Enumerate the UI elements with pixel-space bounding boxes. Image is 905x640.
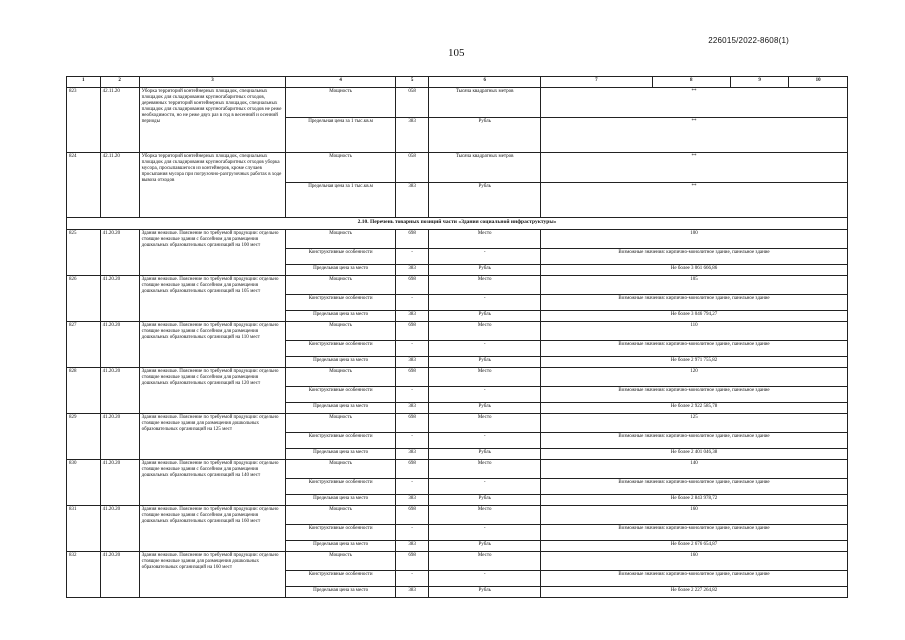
characteristic-name: Мощность	[286, 552, 395, 571]
okei-code: 383	[395, 118, 429, 153]
item-description: Здания нежилые. Пояснение по требуемой продукции: отдельно стоящие нежилые здания с бассейном для размещения дошкольных образовательных организаций на 110 мест	[139, 322, 286, 368]
characteristic-value: 125	[541, 414, 848, 433]
characteristic-value: 160	[541, 552, 848, 571]
characteristic-name: Мощность	[286, 506, 395, 525]
characteristic-name: Предельная цена за место	[286, 587, 395, 598]
table-row	[67, 414, 848, 433]
okpd-code: 41.20.20	[100, 230, 139, 276]
okpd-code: 42.11.20	[100, 153, 139, 218]
item-description: Здания нежилые. Пояснение по требуемой продукции: отдельно стоящие нежилые здания с бассейном для размещения дошкольных образовательных организаций на 100 мест	[139, 230, 286, 276]
column-header-row	[67, 77, 848, 88]
column-header: 1	[67, 77, 101, 88]
row-number: 832	[67, 552, 101, 598]
unit-name: Рубль	[429, 357, 541, 368]
characteristic-value: Не более 2 843 978,72	[541, 495, 848, 506]
characteristic-name: Предельная цена за место	[286, 495, 395, 506]
unit-name: Рубль	[429, 265, 541, 276]
unit-name: Место	[429, 552, 541, 571]
characteristic-value: Возможные значения: кирпично-монолитное здание, панельное здание	[541, 479, 848, 495]
item-description: Здания нежилые. Пояснение по требуемой продукции: отдельно стоящие нежилые здания с бассейном для размещения дошкольных образовательных организаций на 105 мест	[139, 276, 286, 322]
characteristic-value: 140	[541, 460, 848, 479]
okei-code: -	[395, 479, 429, 495]
characteristic-name: Мощность	[286, 230, 395, 249]
okei-code: 698	[395, 368, 429, 387]
okei-code: 698	[395, 552, 429, 571]
okei-code: 698	[395, 230, 429, 249]
characteristic-value: **	[541, 88, 848, 118]
okpd-code: 42.11.20	[100, 88, 139, 153]
characteristic-value: 110	[541, 322, 848, 341]
characteristic-value: **	[541, 153, 848, 183]
row-number: 828	[67, 368, 101, 414]
unit-name: Рубль	[429, 118, 541, 153]
unit-name: Рубль	[429, 587, 541, 598]
characteristic-name: Мощность	[286, 153, 395, 183]
characteristic-name: Предельная цена за место	[286, 403, 395, 414]
products-table	[66, 76, 848, 598]
characteristic-name: Мощность	[286, 368, 395, 387]
unit-name: Место	[429, 276, 541, 295]
unit-name: Рубль	[429, 449, 541, 460]
okpd-code: 41.20.20	[100, 322, 139, 368]
okei-code: 383	[395, 587, 429, 598]
column-header: 6	[429, 77, 541, 88]
section-title: 2.10. Перечень товарных позиций части «Здания социальной инфраструктуры»	[67, 218, 848, 230]
okei-code: -	[395, 387, 429, 403]
section-title-row	[67, 218, 848, 230]
characteristic-value: Возможные значения: кирпично-монолитное здание, панельное здание	[541, 387, 848, 403]
column-header: 5	[395, 77, 429, 88]
okei-code: -	[395, 295, 429, 311]
unit-name: Место	[429, 230, 541, 249]
characteristic-name: Предельная цена за 1 тыс.кв.м	[286, 118, 395, 153]
okpd-code: 41.20.20	[100, 552, 139, 598]
okei-code: 698	[395, 276, 429, 295]
characteristic-name: Конструктивные особенности	[286, 479, 395, 495]
characteristic-name: Конструктивные особенности	[286, 433, 395, 449]
characteristic-value: Не более 2 227 264,82	[541, 587, 848, 598]
item-description: Уборка территорий контейнерных площадок, специальных площадок для складирования крупногабаритных отходов уборка мусора, просыпавшегося из контейнеров, кроме случаев просыпания мусора при погрузочно-разгрузочных работах в ходе вывоза отходов	[139, 153, 286, 218]
characteristic-name: Конструктивные особенности	[286, 249, 395, 265]
unit-name: -	[429, 525, 541, 541]
unit-name: Рубль	[429, 183, 541, 218]
item-description: Здания нежилые. Пояснение по требуемой продукции: отдельно стоящие нежилые здания для размещения дошкольных образовательных организаций на 125 мест	[139, 414, 286, 460]
characteristic-value: 120	[541, 368, 848, 387]
column-header: 8	[652, 77, 730, 88]
column-header: 3	[139, 77, 286, 88]
okpd-code: 41.20.20	[100, 460, 139, 506]
characteristic-value: Не более 2 922 585,78	[541, 403, 848, 414]
row-number: 824	[67, 153, 101, 218]
table-row	[67, 88, 848, 118]
okei-code: -	[395, 571, 429, 587]
okei-code: 698	[395, 460, 429, 479]
item-description: Здания нежилые. Пояснение по требуемой продукции: отдельно стоящие нежилые здания с бассейном для размещения дошкольных образовательных организаций на 140 мест	[139, 460, 286, 506]
okei-code: -	[395, 525, 429, 541]
characteristic-value: Возможные значения: кирпично-монолитное здание, панельное здание	[541, 249, 848, 265]
okei-code: 383	[395, 311, 429, 322]
characteristic-name: Мощность	[286, 414, 395, 433]
column-header: 2	[100, 77, 139, 88]
row-number: 830	[67, 460, 101, 506]
okei-code: 383	[395, 449, 429, 460]
characteristic-value: Возможные значения: кирпично-монолитное здание, панельное здание	[541, 341, 848, 357]
characteristic-name: Конструктивные особенности	[286, 525, 395, 541]
unit-name: -	[429, 341, 541, 357]
row-number: 827	[67, 322, 101, 368]
okei-code: 383	[395, 403, 429, 414]
characteristic-value: Не более 2 401 046,38	[541, 449, 848, 460]
unit-name: Рубль	[429, 403, 541, 414]
characteristic-name: Предельная цена за 1 тыс.кв.м	[286, 183, 395, 218]
characteristic-value: Возможные значения: кирпично-монолитное здание, панельное здание	[541, 433, 848, 449]
okei-code: 383	[395, 357, 429, 368]
okpd-code: 41.20.20	[100, 276, 139, 322]
okei-code: -	[395, 249, 429, 265]
characteristic-value: **	[541, 183, 848, 218]
unit-name: -	[429, 571, 541, 587]
characteristic-value: Возможные значения: кирпично-монолитное здание, панельное здание	[541, 525, 848, 541]
characteristic-value: Возможные значения: кирпично-монолитное здание, панельное здание	[541, 571, 848, 587]
okei-code: 383	[395, 265, 429, 276]
characteristic-value: Не более 2 971 755,82	[541, 357, 848, 368]
characteristic-name: Мощность	[286, 460, 395, 479]
characteristic-value: Возможные значения: кирпично-монолитное здание, панельное здание	[541, 295, 848, 311]
table-row	[67, 153, 848, 183]
unit-name: -	[429, 295, 541, 311]
row-number: 829	[67, 414, 101, 460]
column-header: 9	[730, 77, 789, 88]
table-row	[67, 368, 848, 387]
document-number: 226015/2022-8608(1)	[708, 36, 789, 45]
item-description: Здания нежилые. Пояснение по требуемой продукции: отдельно стоящие нежилые здания с бассейном для размещения дошкольных образовательных организаций на 160 мест	[139, 506, 286, 552]
unit-name: Место	[429, 322, 541, 341]
table-row	[67, 276, 848, 295]
item-description: Здания нежилые. Пояснение по требуемой продукции: отдельно стоящие нежилые здания для размещения дошкольных образовательных организаций на 160 мест	[139, 552, 286, 598]
characteristic-value: Не более 2 676 654,87	[541, 541, 848, 552]
okei-code: 698	[395, 414, 429, 433]
unit-name: Место	[429, 460, 541, 479]
okei-code: 058	[395, 153, 429, 183]
characteristic-name: Предельная цена за место	[286, 311, 395, 322]
characteristic-value: 100	[541, 230, 848, 249]
column-header: 7	[541, 77, 653, 88]
unit-name: Рубль	[429, 541, 541, 552]
okei-code: 383	[395, 495, 429, 506]
characteristic-value: Не более 3 061 666,86	[541, 265, 848, 276]
okpd-code: 41.20.20	[100, 506, 139, 552]
characteristic-name: Конструктивные особенности	[286, 387, 395, 403]
unit-name: -	[429, 249, 541, 265]
okei-code: 383	[395, 541, 429, 552]
characteristic-value: **	[541, 118, 848, 153]
unit-name: Место	[429, 506, 541, 525]
characteristic-name: Предельная цена за место	[286, 541, 395, 552]
page-number: 105	[448, 47, 465, 59]
characteristic-name: Конструктивные особенности	[286, 295, 395, 311]
okei-code: 698	[395, 322, 429, 341]
okei-code: 698	[395, 506, 429, 525]
column-header: 4	[286, 77, 395, 88]
column-header: 10	[789, 77, 848, 88]
unit-name: Место	[429, 368, 541, 387]
row-number: 825	[67, 230, 101, 276]
characteristic-name: Предельная цена за место	[286, 265, 395, 276]
table-row	[67, 506, 848, 525]
characteristic-name: Предельная цена за место	[286, 357, 395, 368]
characteristic-value: Не более 3 046 794,27	[541, 311, 848, 322]
okei-code: -	[395, 433, 429, 449]
unit-name: Рубль	[429, 495, 541, 506]
characteristic-value: 160	[541, 506, 848, 525]
okpd-code: 41.20.20	[100, 414, 139, 460]
characteristic-name: Конструктивные особенности	[286, 571, 395, 587]
unit-name: Тысяча квадратных метров	[429, 153, 541, 183]
okei-code: 058	[395, 88, 429, 118]
okei-code: 383	[395, 183, 429, 218]
unit-name: Тысяча квадратных метров	[429, 88, 541, 118]
characteristic-name: Конструктивные особенности	[286, 341, 395, 357]
characteristic-name: Мощность	[286, 322, 395, 341]
unit-name: -	[429, 387, 541, 403]
characteristic-value: 105	[541, 276, 848, 295]
row-number: 826	[67, 276, 101, 322]
okpd-code: 41.20.20	[100, 368, 139, 414]
row-number: 831	[67, 506, 101, 552]
unit-name: Рубль	[429, 311, 541, 322]
table-row	[67, 460, 848, 479]
table-row	[67, 230, 848, 249]
row-number: 823	[67, 88, 101, 153]
characteristic-name: Предельная цена за место	[286, 449, 395, 460]
item-description: Уборка территорий контейнерных площадок, специальных площадок для складирования крупногабаритных отходов, деревянных территорий контейнерных площадок, специальных площадок для складирования крупногабаритных отходов не реже необходимости, но не реже двух раз в год в весенний и осенний периоды	[139, 88, 286, 153]
table-row	[67, 322, 848, 341]
characteristic-name: Мощность	[286, 88, 395, 118]
okei-code: -	[395, 341, 429, 357]
unit-name: -	[429, 479, 541, 495]
characteristic-name: Мощность	[286, 276, 395, 295]
unit-name: Место	[429, 414, 541, 433]
table-row	[67, 552, 848, 571]
item-description: Здания нежилые. Пояснение по требуемой продукции: отдельно стоящие нежилые здания с бассейном для размещения дошкольных образовательных организаций на 120 мест	[139, 368, 286, 414]
unit-name: -	[429, 433, 541, 449]
